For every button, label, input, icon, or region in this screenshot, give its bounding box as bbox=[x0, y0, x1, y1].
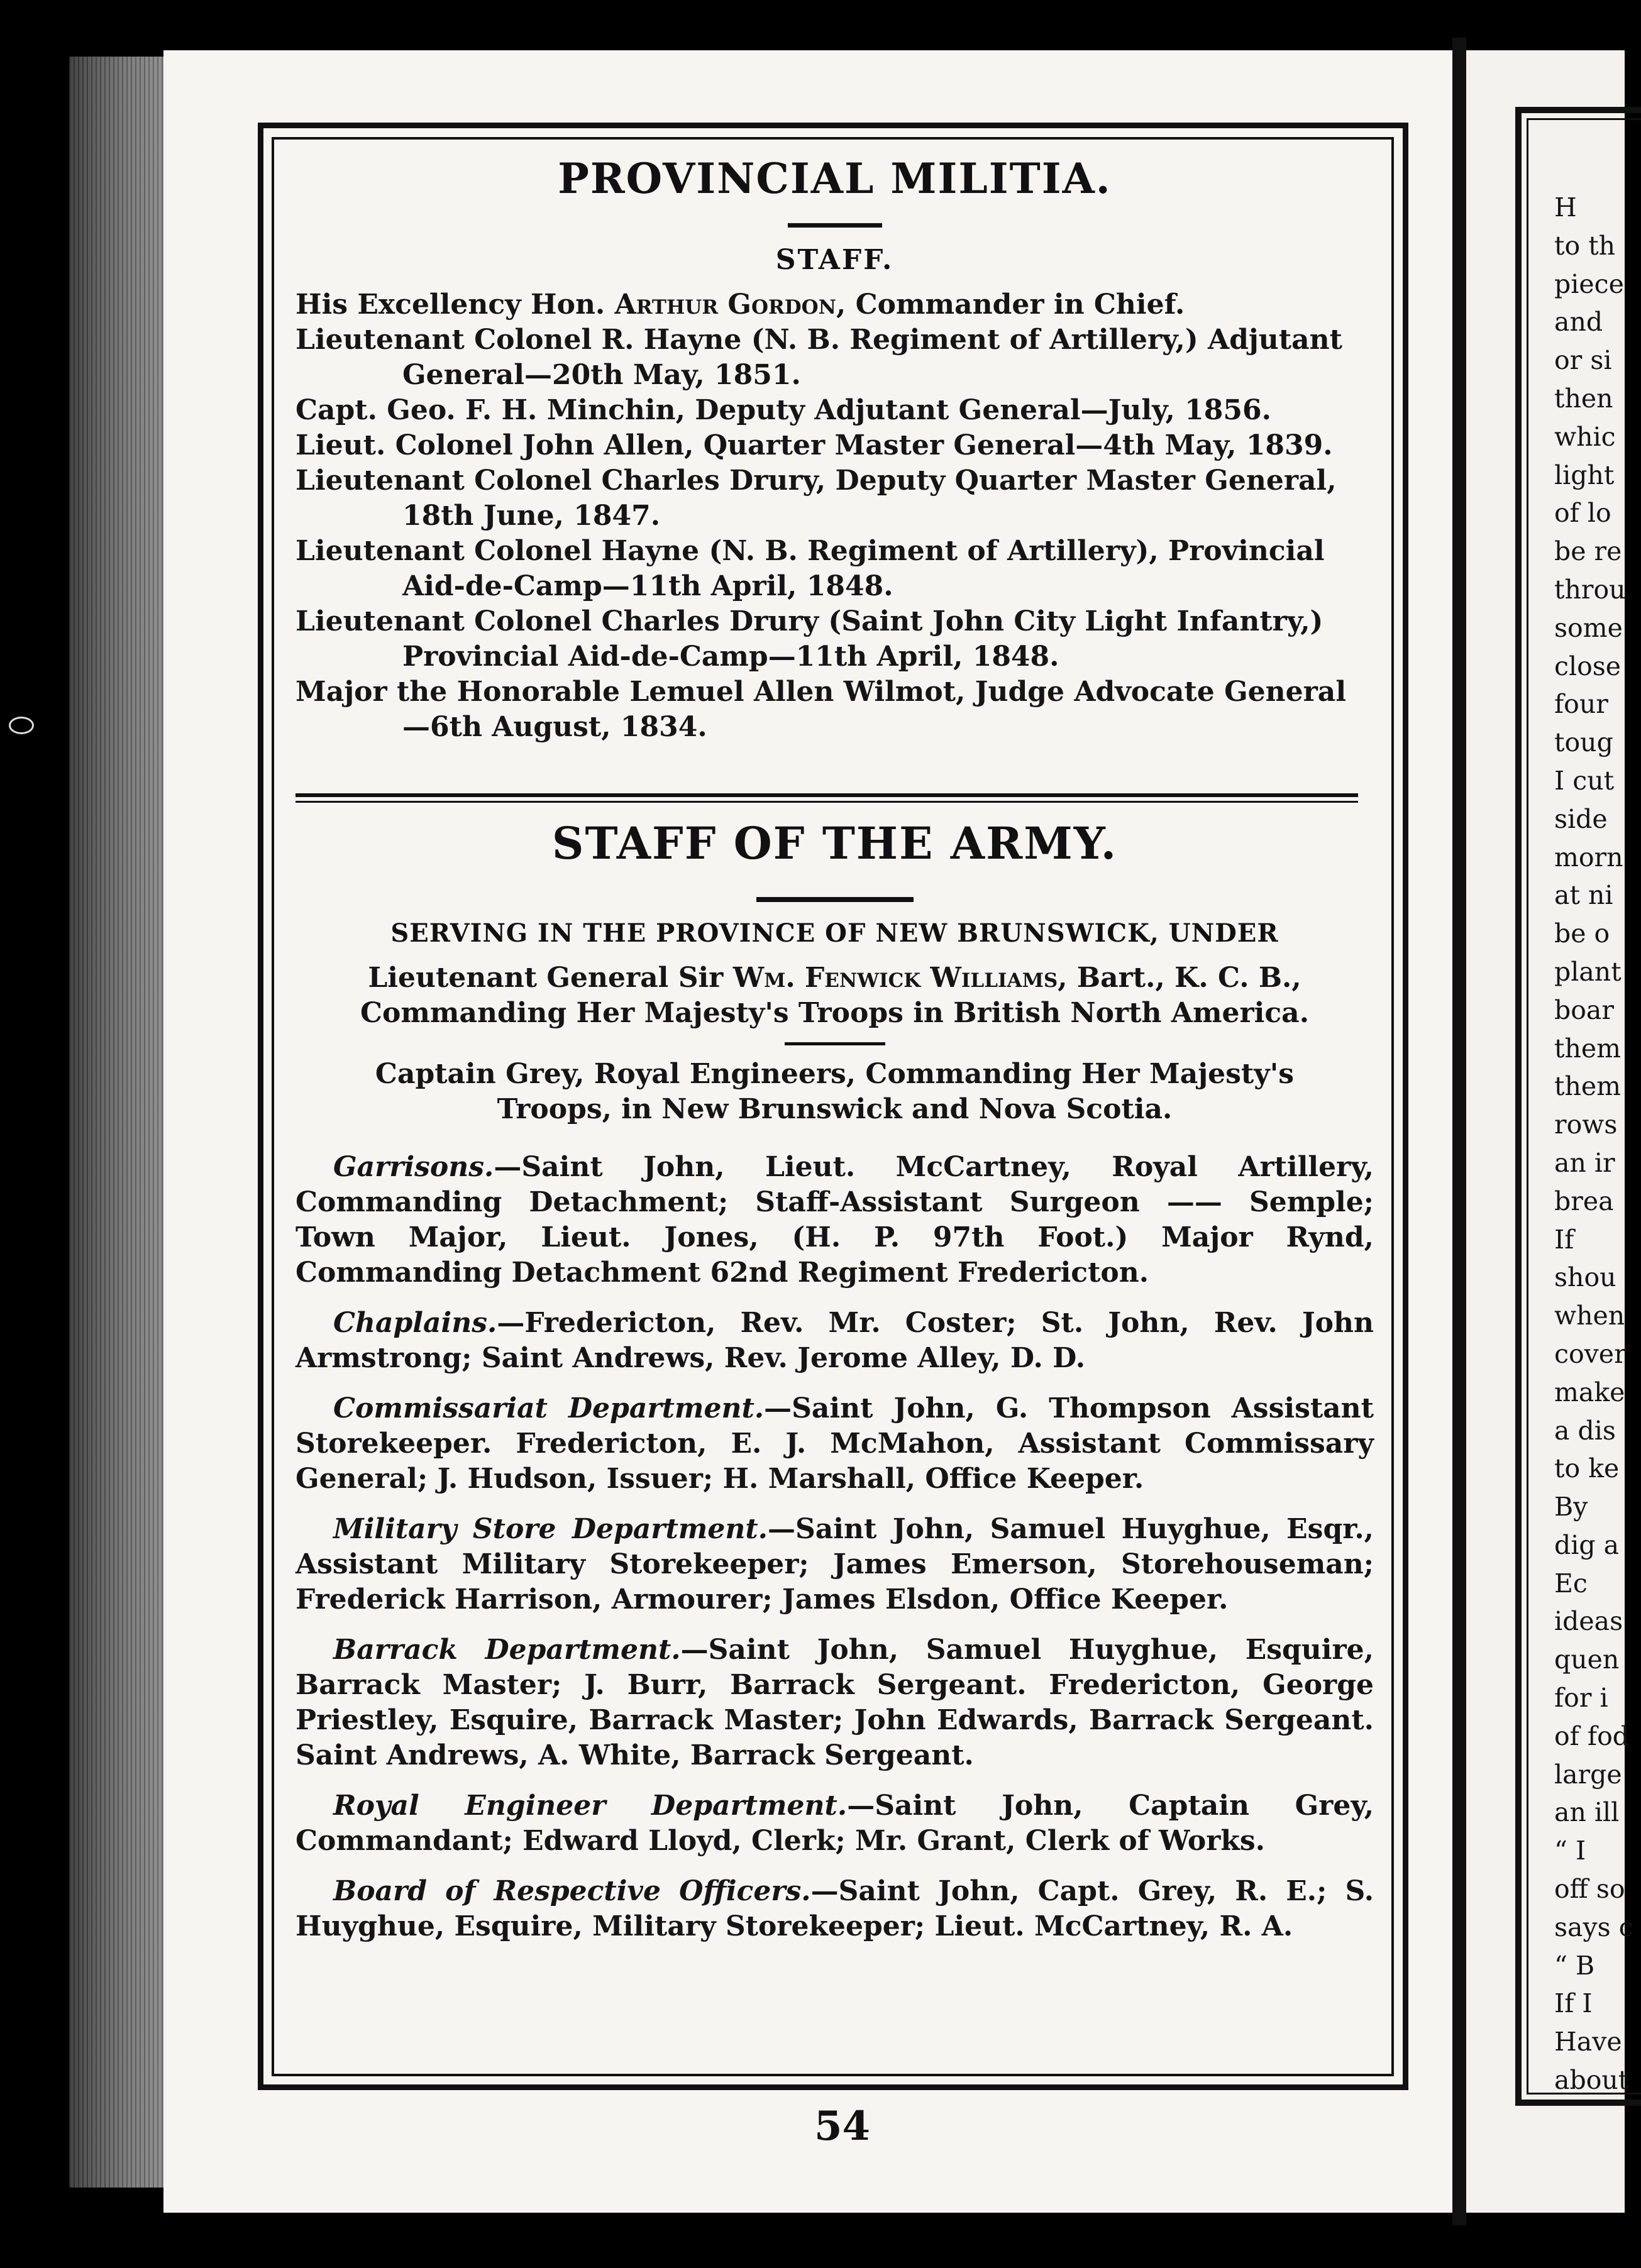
book-gutter bbox=[1452, 38, 1466, 2225]
scan-background bbox=[0, 0, 69, 2268]
army-section bbox=[296, 817, 1374, 1944]
department-entry: Commissariat Department.—Saint John, G. Thompson Assistant Storekeeper. Fredericton, E. J. McMahon, Assistant Commissary General; J. Hudson, Issuer; H. Marshall, Office Keeper. bbox=[296, 1392, 1374, 1495]
adjacent-page-line: If bbox=[1554, 1224, 1574, 1255]
page-content bbox=[296, 141, 1374, 745]
scan-mark bbox=[9, 717, 34, 734]
adjacent-page-line: H bbox=[1554, 192, 1577, 223]
adjacent-page-line: them bbox=[1554, 1071, 1622, 1102]
adjacent-page-line: light bbox=[1554, 460, 1615, 490]
adjacent-page-line: an ir bbox=[1554, 1147, 1615, 1178]
militia-staff-list bbox=[296, 287, 1374, 745]
department-label: Board of Respective Officers. bbox=[333, 1875, 811, 1907]
adjacent-page-line: By bbox=[1554, 1492, 1588, 1522]
militia-entry: Lieutenant Colonel Charles Drury, Deputy Quarter Master General, 18th June, 1847. bbox=[296, 465, 1337, 532]
department-entry: Military Store Department.—Saint John, Samuel Huyghue, Esqr., Assistant Military Storekeeper; James Emerson, Storehouseman; Frederick Harrison, Armourer; James Elsdon, Office Keeper. bbox=[296, 1513, 1374, 1616]
adjacent-page-line: throu bbox=[1554, 574, 1626, 605]
adjacent-page-line: piece bbox=[1554, 268, 1624, 299]
militia-staff-heading: STAFF. bbox=[775, 244, 894, 276]
adjacent-page-line: If I bbox=[1554, 1988, 1593, 2019]
adjacent-page-line: I cut bbox=[1554, 765, 1615, 796]
adjacent-page-line: rows bbox=[1554, 1109, 1618, 1140]
adjacent-page-line: whic bbox=[1554, 421, 1616, 452]
adjacent-page-line: morn bbox=[1554, 842, 1623, 873]
adjacent-page-line: “ B bbox=[1554, 1950, 1595, 1981]
adjacent-page-line: or si bbox=[1554, 345, 1612, 376]
department-entry: Barrack Department.—Saint John, Samuel Huyghue, Esquire, Barrack Master; J. Burr, Barrack Sergeant. Fredericton, George Priestley, Esquire, Barrack Master; John Edwards, Barrack Sergeant. Saint Andrews, A. White, Barrack Sergeant. bbox=[296, 1634, 1374, 1771]
adjacent-page-line: make bbox=[1554, 1377, 1625, 1407]
adjacent-page-line: quen bbox=[1554, 1644, 1620, 1675]
adjacent-page-line: and bbox=[1554, 307, 1603, 338]
department-entry: Chaplains.—Fredericton, Rev. Mr. Coster; St. John, Rev. John Armstrong; Saint Andrews, Rev. Jerome Alley, D. D. bbox=[296, 1307, 1374, 1374]
department-entry: Garrisons.—Saint John, Lieut. McCartney, Royal Artillery, Commanding Detachment; Staff-Assistant Surgeon —— Semple; Town Major, Lieut. Jones, (H. P. 97th Foot.) Major Rynd, Commanding Detachment 62nd Regiment Fredericton. bbox=[296, 1151, 1374, 1289]
adjacent-page-line: then bbox=[1554, 383, 1613, 414]
militia-entry: Lieut. Colonel John Allen, Quarter Master General—4th May, 1839. bbox=[296, 429, 1333, 461]
adjacent-page-line: when bbox=[1554, 1301, 1625, 1331]
adjacent-page-line: to th bbox=[1554, 230, 1616, 261]
department-label: Royal Engineer Department. bbox=[333, 1790, 848, 1822]
adjacent-page-line: ideas bbox=[1554, 1606, 1623, 1637]
general-entry: Lieutenant General Sir Wm. Fenwick Williams, Bart., K. C. B., Commanding Her Majesty's Troops in British North America. bbox=[360, 962, 1310, 1029]
general-rule bbox=[785, 1042, 885, 1045]
militia-entry: His Excellency Hon. Arthur Gordon, Commander in Chief. bbox=[296, 289, 1185, 321]
adjacent-page-text bbox=[1554, 189, 1633, 2100]
commander-name: Arthur Gordon bbox=[614, 289, 836, 321]
section-divider bbox=[296, 793, 1358, 803]
adjacent-page-line: shou bbox=[1554, 1262, 1616, 1293]
department-entry: Board of Respective Officers.—Saint John, Capt. Grey, R. E.; S. Huyghue, Esquire, Military Storekeeper; Lieut. McCartney, R. A. bbox=[296, 1875, 1374, 1942]
adjacent-page-line: of lo bbox=[1554, 498, 1611, 529]
militia-entry: Lieutenant Colonel Hayne (N. B. Regiment of Artillery), Provincial Aid-de-Camp—11th April, 1848. bbox=[296, 535, 1325, 602]
adjacent-page-line: a dis bbox=[1554, 1415, 1616, 1446]
army-title: STAFF OF THE ARMY. bbox=[551, 817, 1118, 869]
department-label: Garrisons. bbox=[333, 1151, 494, 1183]
adjacent-page-line: about bbox=[1554, 2065, 1629, 2096]
department-entry: Royal Engineer Department.—Saint John, Captain Grey, Commandant; Edward Lloyd, Clerk; Mr. Grant, Clerk of Works. bbox=[296, 1790, 1374, 1857]
militia-entry: Major the Honorable Lemuel Allen Wilmot, Judge Advocate General—6th August, 1834. bbox=[296, 676, 1347, 743]
adjacent-page-line: “ I bbox=[1554, 1836, 1586, 1866]
adjacent-page-line: them bbox=[1554, 1033, 1622, 1064]
adjacent-page-line: an ill bbox=[1554, 1797, 1620, 1828]
adjacent-page-line: of fod bbox=[1554, 1720, 1629, 1751]
page-edges bbox=[69, 57, 163, 2188]
departments-list bbox=[296, 1150, 1374, 1944]
militia-entry: Lieutenant Colonel Charles Drury (Saint John City Light Infantry,) Provincial Aid-de-Camp—11th April, 1848. bbox=[296, 605, 1323, 673]
department-label: Military Store Department. bbox=[333, 1513, 768, 1545]
serving-heading: SERVING IN THE PROVINCE OF NEW BRUNSWICK, UNDER bbox=[390, 918, 1279, 948]
adjacent-page-line: dig a bbox=[1554, 1529, 1620, 1560]
adjacent-page-line: close bbox=[1554, 651, 1622, 681]
adjacent-page-line: for i bbox=[1554, 1683, 1608, 1714]
army-title-rule bbox=[756, 897, 914, 902]
captain-entry: Captain Grey, Royal Engineers, Commanding Her Majesty's Troops, in New Brunswick and Nova Scotia. bbox=[375, 1058, 1295, 1125]
page-number: 54 bbox=[814, 2103, 871, 2150]
militia-title: PROVINCIAL MILITIA. bbox=[558, 154, 1112, 203]
adjacent-page-line: large bbox=[1554, 1759, 1622, 1790]
adjacent-page-line: off so bbox=[1554, 1874, 1625, 1905]
adjacent-page-line: Ec bbox=[1554, 1568, 1588, 1599]
adjacent-page-line: to ke bbox=[1554, 1453, 1620, 1484]
adjacent-page-line: boar bbox=[1554, 994, 1614, 1025]
militia-entry: Lieutenant Colonel R. Hayne (N. B. Regiment of Artillery,) Adjutant General—20th May, 1851. bbox=[296, 324, 1342, 391]
adjacent-page-line: be re bbox=[1554, 536, 1622, 567]
adjacent-page-line: plant bbox=[1554, 956, 1622, 987]
adjacent-page-line: toug bbox=[1554, 727, 1613, 758]
department-label: Commissariat Department. bbox=[333, 1392, 765, 1424]
adjacent-page-line: be o bbox=[1554, 918, 1610, 949]
adjacent-page-line: says c bbox=[1554, 1912, 1633, 1942]
department-label: Chaplains. bbox=[333, 1307, 497, 1339]
adjacent-page-line: some bbox=[1554, 612, 1623, 643]
adjacent-page-line: four bbox=[1554, 689, 1608, 720]
adjacent-page-line: cover bbox=[1554, 1338, 1627, 1369]
militia-title-rule bbox=[788, 223, 882, 228]
adjacent-page-line: Have bbox=[1554, 2027, 1622, 2057]
militia-entry: Capt. Geo. F. H. Minchin, Deputy Adjutant General—July, 1856. bbox=[296, 394, 1271, 426]
general-name: Wm. Fenwick Williams bbox=[732, 962, 1058, 994]
adjacent-page-line: at ni bbox=[1554, 880, 1613, 911]
adjacent-page-line: brea bbox=[1554, 1186, 1614, 1216]
department-label: Barrack Department. bbox=[333, 1634, 681, 1666]
adjacent-page-line: side bbox=[1554, 803, 1608, 834]
